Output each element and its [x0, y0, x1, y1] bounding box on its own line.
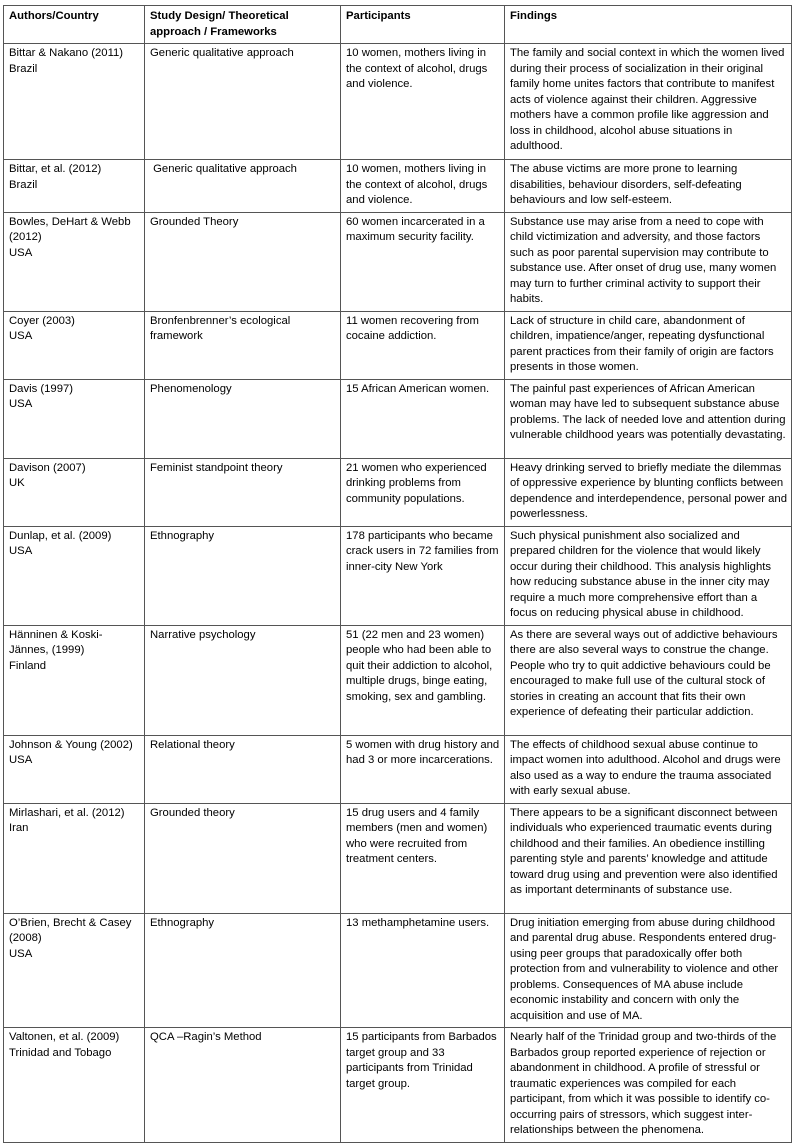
cell-authors — [4, 458, 145, 526]
table-row — [4, 803, 792, 913]
author-country: USA — [9, 754, 33, 766]
author-country: USA — [9, 398, 33, 410]
header-row — [4, 6, 792, 44]
table-row — [4, 526, 792, 625]
author-country: Finland — [9, 659, 47, 672]
author-name: Valtonen, et al. (2009) — [9, 1031, 120, 1043]
author-name: Coyer (2003) — [9, 314, 75, 327]
cell-findings: Lack of structure in child care, abandonment of children, impatience/anger, repeating dysfunctional parent practices from their family of origin are factors presents in those women. — [505, 311, 792, 379]
cell-design: Ethnography — [145, 913, 341, 1028]
cell-authors — [4, 913, 145, 1028]
author-name: Hänninen & Koski-Jännes, (1999) — [9, 628, 103, 656]
studies-table — [3, 5, 792, 1143]
cell-findings: Nearly half of the Trinidad group and two-thirds of the Barbados group reported experience of rejection or abandonment in childhood. A profile of stressful or traumatic experiences was compiled for each participant, from which it was possible to identify co-occurring pairs of stressors, which suggest inter-relationships between the phenomena. — [505, 1028, 792, 1143]
table-row — [4, 1028, 792, 1143]
cell-design: Generic qualitative approach — [145, 44, 341, 160]
cell-authors — [4, 625, 145, 735]
cell-findings: As there are several ways out of addictive behaviours there are also several ways to construe the change. People who try to quit addictive behaviours could be encouraged to make full use of the cultural stock of stories in creating an account that fits their own experience of defeating their particular addiction. — [505, 625, 792, 735]
table-row — [4, 458, 792, 526]
cell-findings: Substance use may arise from a need to cope with child victimization and adversity, and those factors such as poor parental supervision may contribute to substance use. After onset of drug use, many women may turn to further criminal activity to support their habits. — [505, 212, 792, 311]
cell-participants: 51 (22 men and 23 women) people who had been able to quit their addiction to alcohol, multiple drugs, binge eating, smoking, sex and gambling. — [341, 625, 505, 735]
cell-participants: 15 African American women. — [341, 379, 505, 458]
cell-participants: 10 women, mothers living in the context of alcohol, drugs and violence. — [341, 44, 505, 160]
cell-participants: 10 women, mothers living in the context of alcohol, drugs and violence. — [341, 160, 505, 213]
cell-findings: Heavy drinking served to briefly mediate the dilemmas of oppressive experience by blunting conflicts between dependence and interdependence, personal power and powerlessness. — [505, 458, 792, 526]
author-name: Davison (2007) — [9, 461, 86, 474]
header-design: Study Design/ Theoretical approach / Frameworks — [145, 6, 341, 44]
cell-authors — [4, 212, 145, 311]
author-name: Johnson & Young (2002) — [9, 738, 133, 751]
author-country: USA — [9, 330, 33, 342]
header-authors: Authors/Country — [4, 6, 145, 44]
cell-authors — [4, 44, 145, 160]
cell-design: Relational theory — [145, 735, 341, 803]
cell-design: Phenomenology — [145, 379, 341, 458]
table-row — [4, 212, 792, 311]
cell-design: Grounded theory — [145, 803, 341, 913]
cell-findings: The effects of childhood sexual abuse continue to impact women into adulthood. Alcohol and drugs were also used as a way to endure the trauma associated with early sexual abuse. — [505, 735, 792, 803]
cell-design: Feminist standpoint theory — [145, 458, 341, 526]
table-row — [4, 44, 792, 160]
cell-findings: There appears to be a significant disconnect between individuals who experienced traumatic events during childhood and their families. An obedience instilling parenting style and parents’ knowledge and attitude toward drug using and prevention were also identified as important determinants of substance use. — [505, 803, 792, 913]
cell-findings: Drug initiation emerging from abuse during childhood and parental drug abuse. Respondents entered drug-using peer groups that paradoxically offer both protection from and vulnerability to violence and other problems. Consequences of MA abuse include economic instability and concern with only the acquisition and use of MA. — [505, 913, 792, 1028]
author-country: UK — [9, 477, 25, 489]
author-name: Bittar, et al. (2012) — [9, 163, 102, 175]
cell-participants: 21 women who experienced drinking problems from community populations. — [341, 458, 505, 526]
cell-authors — [4, 1028, 145, 1143]
author-name: Bittar & Nakano (2011) — [9, 47, 124, 59]
cell-design: Narrative psychology — [145, 625, 341, 735]
author-country: Iran — [9, 822, 29, 834]
cell-authors — [4, 311, 145, 379]
table-row — [4, 160, 792, 213]
cell-design: QCA –Ragin’s Method — [145, 1028, 341, 1143]
author-country: USA — [9, 545, 33, 557]
author-country: USA — [9, 246, 33, 259]
cell-findings: The family and social context in which the women lived during their process of socialization in their original family home unites factors that contribute to manifest acts of violence against their children. Aggressive mothers have a common profile like aggression and loss in childhood, alcohol abuse situations in adulthood. — [505, 44, 792, 160]
cell-participants: 178 participants who became crack users in 72 families from inner-city New York — [341, 526, 505, 625]
cell-authors — [4, 735, 145, 803]
author-name: O’Brien, Brecht & Casey (2008) — [9, 916, 132, 944]
author-country: Trinidad and Tobago — [9, 1046, 112, 1059]
cell-findings: Such physical punishment also socialized and prepared children for the violence that would likely occur during their childhood. This analysis highlights how reducing substance abuse in the inner city may require a much more comprehensive effort than a focus on reducing physical abuse in childhood. — [505, 526, 792, 625]
header-findings: Findings — [505, 6, 792, 44]
header-participants: Participants — [341, 6, 505, 44]
cell-authors — [4, 379, 145, 458]
cell-participants: 11 women recovering from cocaine addiction. — [341, 311, 505, 379]
table-row — [4, 625, 792, 735]
cell-findings: The abuse victims are more prone to learning disabilities, behaviour disorders, self-defeating behaviours and low self-esteem. — [505, 160, 792, 213]
cell-participants: 5 women with drug history and had 3 or more incarcerations. — [341, 735, 505, 803]
author-name: Dunlap, et al. (2009) — [9, 529, 112, 542]
cell-findings: The painful past experiences of African American woman may have led to subsequent substance abuse problems. The lack of needed love and attention during vulnerable childhood years was potentially devastating. — [505, 379, 792, 458]
table-row — [4, 311, 792, 379]
table-row — [4, 379, 792, 458]
cell-authors — [4, 526, 145, 625]
table-row — [4, 913, 792, 1028]
cell-participants: 13 methamphetamine users. — [341, 913, 505, 1028]
cell-design: Bronfenbrenner’s ecological framework — [145, 311, 341, 379]
author-country: Brazil — [9, 178, 38, 191]
author-name: Davis (1997) — [9, 382, 74, 395]
author-country: Brazil — [9, 62, 38, 75]
cell-design: Generic qualitative approach — [145, 160, 341, 213]
author-country: USA — [9, 947, 33, 960]
cell-design: Ethnography — [145, 526, 341, 625]
cell-participants: 15 drug users and 4 family members (men and women) who were recruited from treatment centers. — [341, 803, 505, 913]
cell-participants: 15 participants from Barbados target group and 33 participants from Trinidad target group. — [341, 1028, 505, 1143]
author-name: Bowles, DeHart & Webb (2012) — [9, 215, 131, 243]
table-row — [4, 735, 792, 803]
cell-participants: 60 women incarcerated in a maximum security facility. — [341, 212, 505, 311]
cell-design: Grounded Theory — [145, 212, 341, 311]
author-name: Mirlashari, et al. (2012) — [9, 806, 125, 819]
cell-authors — [4, 160, 145, 213]
cell-authors — [4, 803, 145, 913]
